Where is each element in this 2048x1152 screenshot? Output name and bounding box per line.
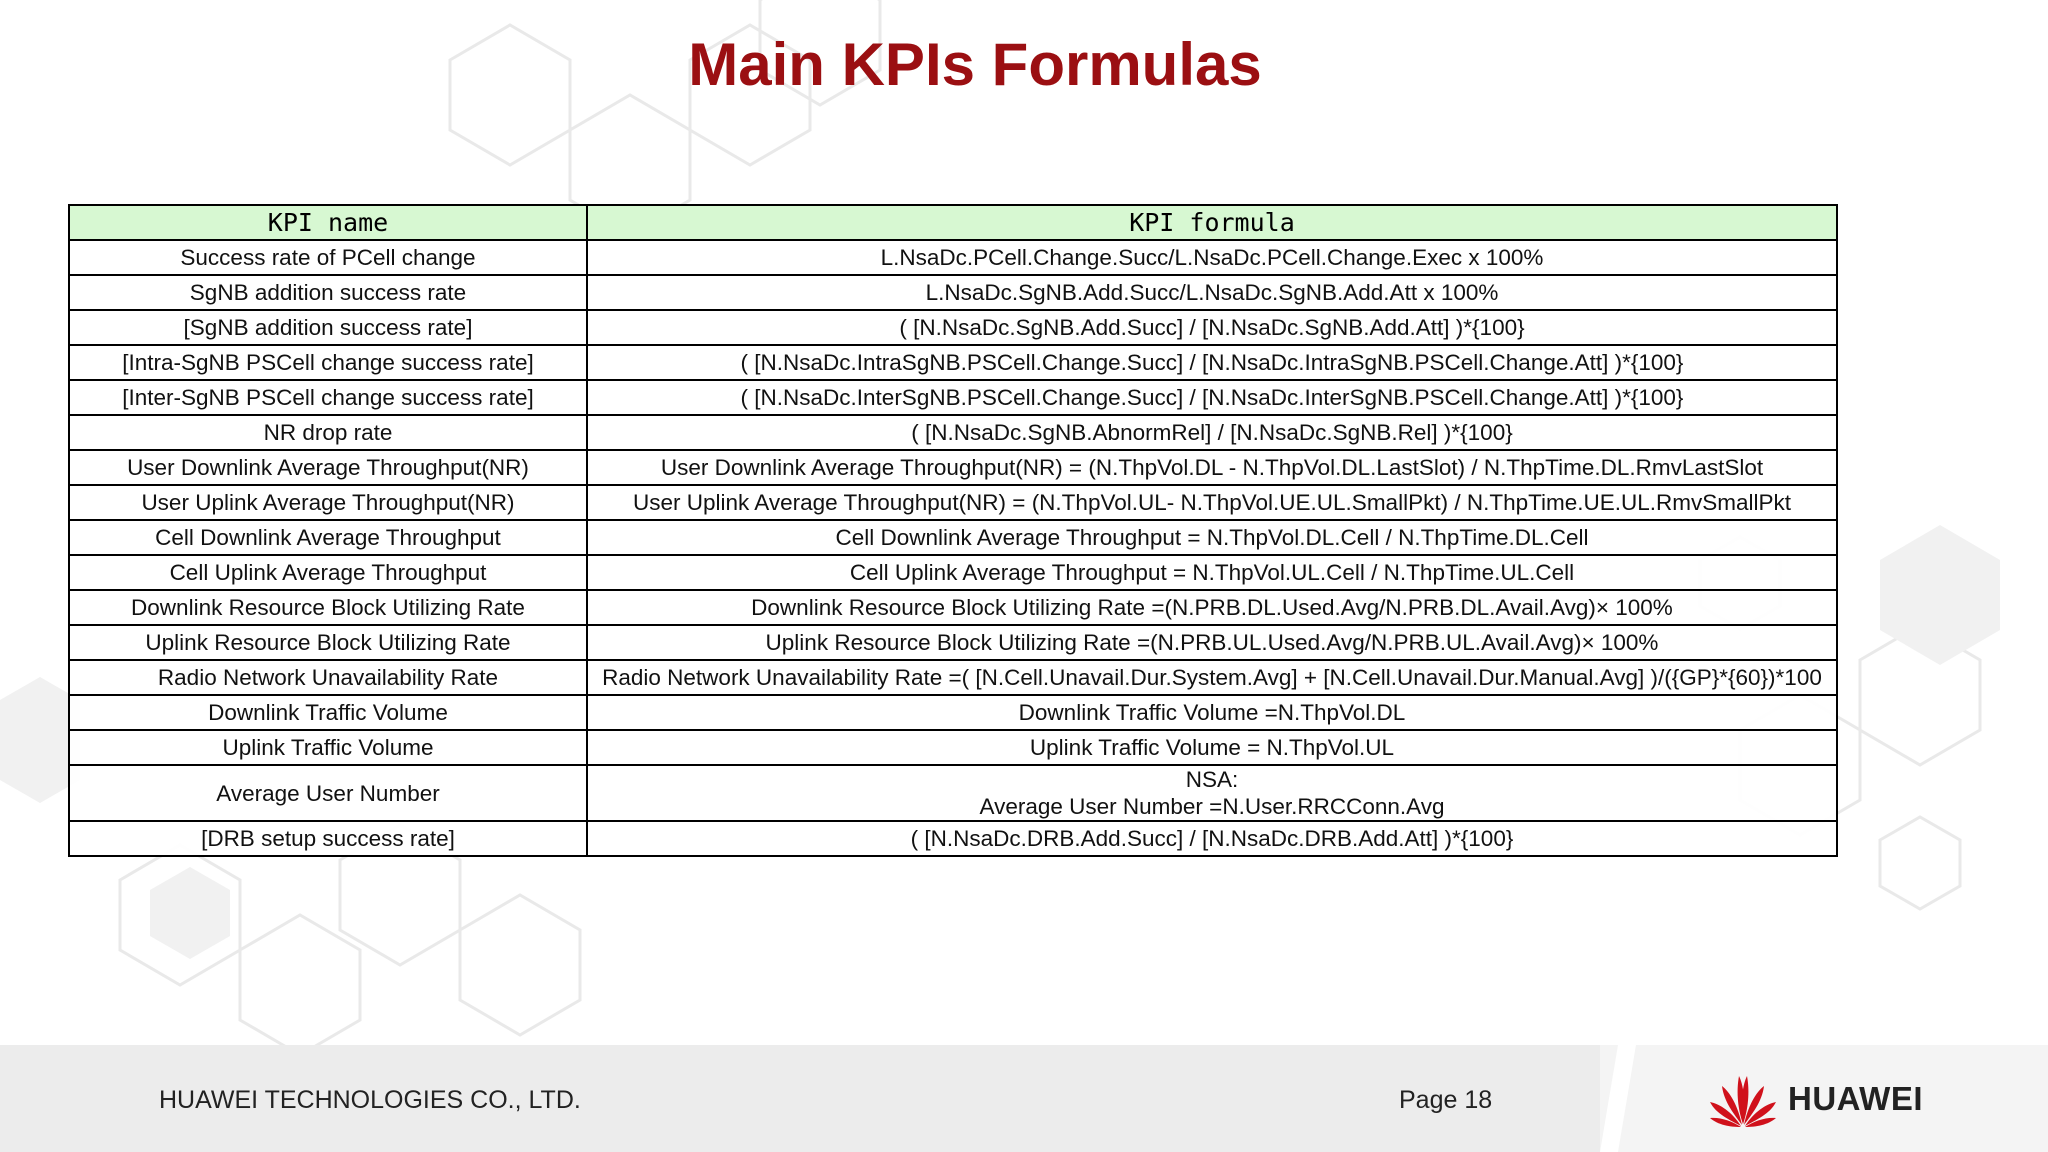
- table-row: [69, 520, 1837, 555]
- header-kpi-formula: KPI formula: [587, 205, 1837, 240]
- kpi-name-cell: User Uplink Average Throughput(NR): [69, 485, 587, 520]
- table-row: [69, 730, 1837, 765]
- formula-line: Cell Uplink Average Throughput = N.ThpVol.UL.Cell / N.ThpTime.UL.Cell: [849, 560, 1575, 585]
- kpi-name-cell: Uplink Resource Block Utilizing Rate: [69, 625, 587, 660]
- formula-line: NSA:: [1185, 767, 1239, 792]
- kpi-name-cell: [SgNB addition success rate]: [69, 310, 587, 345]
- formula-line: Uplink Traffic Volume = N.ThpVol.UL: [1029, 735, 1395, 760]
- kpi-formula-cell: [587, 520, 1837, 555]
- kpi-formula-cell: [587, 660, 1837, 695]
- formula-line: Average User Number =N.User.RRCConn.Avg: [979, 794, 1445, 819]
- kpi-name-cell: Cell Downlink Average Throughput: [69, 520, 587, 555]
- table-row: [69, 485, 1837, 520]
- kpi-name-cell: Success rate of PCell change: [69, 240, 587, 275]
- kpi-formula-cell: [587, 450, 1837, 485]
- table-row: [69, 345, 1837, 380]
- kpi-name-cell: Cell Uplink Average Throughput: [69, 555, 587, 590]
- formula-line: ( [N.NsaDc.SgNB.Add.Succ] / [N.NsaDc.SgNB.Add.Att] )*{100}: [899, 315, 1525, 340]
- logo-text: HUAWEI: [1788, 1080, 1923, 1117]
- kpi-formula-cell: [587, 380, 1837, 415]
- table-row: [69, 821, 1837, 856]
- formula-line: ( [N.NsaDc.InterSgNB.PSCell.Change.Succ] / [N.NsaDc.InterSgNB.PSCell.Change.Att] )*{100}: [740, 385, 1684, 410]
- slide-title: Main KPIs Formulas: [688, 31, 1262, 98]
- table-row: [69, 380, 1837, 415]
- kpi-formula-table: [68, 204, 1838, 857]
- formula-line: ( [N.NsaDc.IntraSgNB.PSCell.Change.Succ] / [N.NsaDc.IntraSgNB.PSCell.Change.Att] )*{100}: [740, 350, 1684, 375]
- formula-line: ( [N.NsaDc.SgNB.AbnormRel] / [N.NsaDc.SgNB.Rel] )*{100}: [911, 420, 1513, 445]
- kpi-name-cell: Uplink Traffic Volume: [69, 730, 587, 765]
- footer-slash-decoration: [1600, 1045, 1690, 1152]
- formula-line: Uplink Resource Block Utilizing Rate =(N.PRB.UL.Used.Avg/N.PRB.UL.Avail.Avg)× 100%: [765, 630, 1659, 655]
- kpi-name-cell: Downlink Resource Block Utilizing Rate: [69, 590, 587, 625]
- kpi-formula-cell: [587, 275, 1837, 310]
- kpi-formula-cell: [587, 240, 1837, 275]
- kpi-formula-cell: [587, 345, 1837, 380]
- kpi-formula-cell: [587, 765, 1837, 821]
- table-row: [69, 415, 1837, 450]
- formula-line: L.NsaDc.SgNB.Add.Succ/L.NsaDc.SgNB.Add.Att x 100%: [925, 280, 1499, 305]
- table-header-row: [69, 205, 1837, 240]
- formula-line: Radio Network Unavailability Rate =( [N.Cell.Unavail.Dur.System.Avg] + [N.Cell.Unavail.Dur.Manual.Avg] )/({GP}*{60})*100: [602, 665, 1822, 690]
- kpi-formula-cell: [587, 310, 1837, 345]
- table-row: [69, 660, 1837, 695]
- company-name: HUAWEI TECHNOLOGIES CO., LTD.: [159, 1086, 581, 1114]
- table-row: [69, 450, 1837, 485]
- formula-line: ( [N.NsaDc.DRB.Add.Succ] / [N.NsaDc.DRB.Add.Att] )*{100}: [910, 826, 1514, 851]
- table-row: [69, 275, 1837, 310]
- table-row: [69, 765, 1837, 821]
- kpi-formula-cell: [587, 555, 1837, 590]
- table-row: [69, 555, 1837, 590]
- kpi-name-cell: [DRB setup success rate]: [69, 821, 587, 856]
- kpi-name-cell: [Intra-SgNB PSCell change success rate]: [69, 345, 587, 380]
- formula-line: Cell Downlink Average Throughput = N.ThpVol.DL.Cell / N.ThpTime.DL.Cell: [835, 525, 1589, 550]
- kpi-formula-cell: [587, 695, 1837, 730]
- kpi-name-cell: User Downlink Average Throughput(NR): [69, 450, 587, 485]
- kpi-formula-cell: [587, 821, 1837, 856]
- table-row: [69, 310, 1837, 345]
- formula-line: User Uplink Average Throughput(NR) = (N.ThpVol.UL- N.ThpVol.UE.UL.SmallPkt) / N.ThpTime.UE.UL.RmvSmallPkt: [632, 490, 1792, 515]
- kpi-name-cell: Average User Number: [69, 765, 587, 821]
- kpi-name-cell: SgNB addition success rate: [69, 275, 587, 310]
- kpi-formula-cell: [587, 730, 1837, 765]
- formula-line: Downlink Resource Block Utilizing Rate =(N.PRB.DL.Used.Avg/N.PRB.DL.Avail.Avg)× 100%: [751, 595, 1673, 620]
- kpi-name-cell: NR drop rate: [69, 415, 587, 450]
- table-row: [69, 695, 1837, 730]
- page-number: Page 18: [1399, 1086, 1493, 1114]
- formula-line: User Downlink Average Throughput(NR) = (N.ThpVol.DL - N.ThpVol.DL.LastSlot) / N.ThpTime.DL.RmvLastSlot: [660, 455, 1764, 480]
- header-kpi-name: KPI name: [69, 205, 587, 240]
- kpi-name-cell: [Inter-SgNB PSCell change success rate]: [69, 380, 587, 415]
- kpi-formula-cell: [587, 590, 1837, 625]
- kpi-formula-cell: [587, 625, 1837, 660]
- huawei-logo: [1708, 1070, 1923, 1128]
- kpi-formula-cell: [587, 485, 1837, 520]
- formula-line: L.NsaDc.PCell.Change.Succ/L.NsaDc.PCell.Change.Exec x 100%: [880, 245, 1544, 270]
- kpi-formula-cell: [587, 415, 1837, 450]
- huawei-flower-logo-icon: [1708, 1070, 1778, 1128]
- table-row: [69, 625, 1837, 660]
- formula-line: Downlink Traffic Volume =N.ThpVol.DL: [1018, 700, 1406, 725]
- table-row: [69, 240, 1837, 275]
- kpi-name-cell: Radio Network Unavailability Rate: [69, 660, 587, 695]
- kpi-name-cell: Downlink Traffic Volume: [69, 695, 587, 730]
- table-row: [69, 590, 1837, 625]
